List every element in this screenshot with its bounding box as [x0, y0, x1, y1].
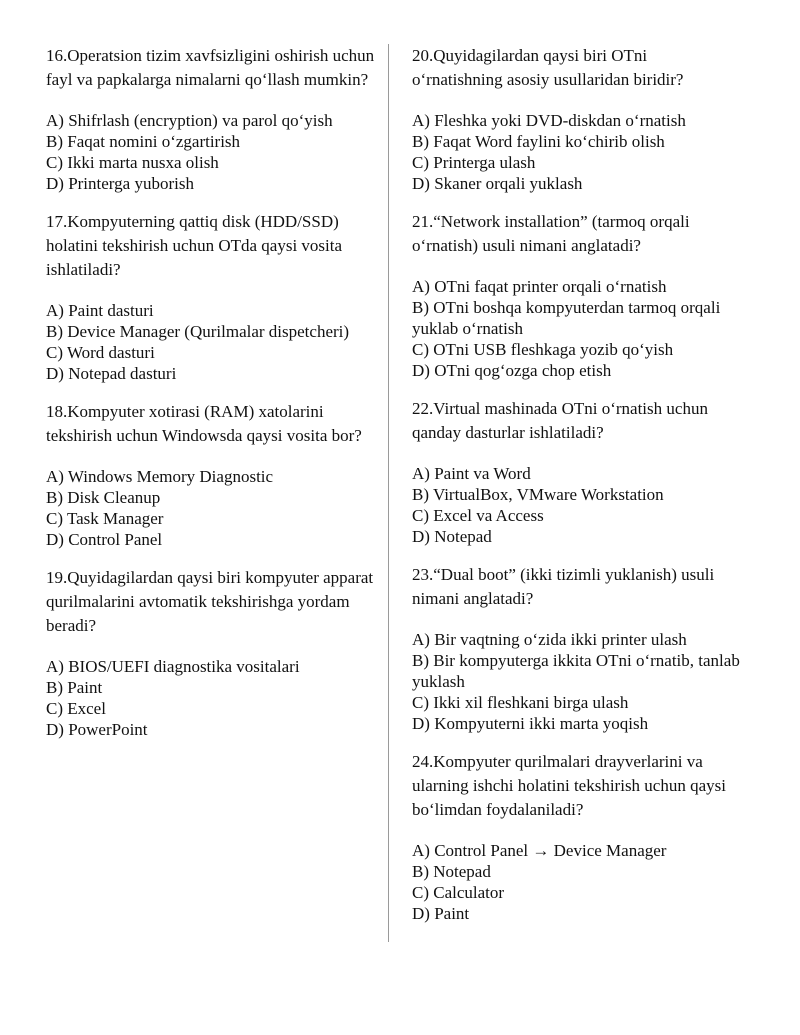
answer-option: A) Paint dasturi — [46, 301, 154, 320]
question-prompt: Kompyuter qurilmalari drayverlarini va ularning ishchi holatini tekshirish uchun qaysi bo‘limdan foydalaniladi? — [412, 752, 726, 819]
answer-option: C) Ikki marta nusxa olish — [46, 153, 219, 172]
column-divider — [388, 44, 389, 942]
answer-option: D) Notepad — [412, 527, 492, 546]
answer-option: A) Windows Memory Diagnostic — [46, 467, 274, 486]
right-column — [412, 44, 742, 940]
question-number: 24. — [412, 752, 434, 771]
answer-option: D) Printerga yuborish — [46, 174, 194, 193]
answer-option: B) VirtualBox, VMware Workstation — [412, 485, 664, 504]
answer-option: B) Device Manager (Qurilmalar dispetcheri) — [46, 322, 350, 341]
answer-option: B) Disk Cleanup — [46, 488, 161, 507]
question-block — [412, 210, 742, 381]
answer-option: D) Paint — [412, 904, 470, 923]
question-number: 23. — [412, 565, 434, 584]
question-prompt: “Dual boot” (ikki tizimli yuklanish) usuli nimani anglatadi? — [412, 565, 715, 608]
answer-option: A) Fleshka yoki DVD-diskdan o‘rnatish — [412, 111, 686, 130]
question-prompt: Operatsion tizim xavfsizligini oshirish uchun fayl va papkalarga nimalarni qo‘llash mumkin? — [46, 46, 375, 89]
question-number: 21. — [412, 212, 434, 231]
answer-option: D) Skaner orqali yuklash — [412, 174, 583, 193]
answer-option: B) Notepad — [412, 862, 491, 881]
answer-option: D) Control Panel — [46, 530, 163, 549]
question-prompt: Kompyuter xotirasi (RAM) xatolarini tekshirish uchun Windowsda qaysi vosita bor? — [46, 402, 362, 445]
question-text — [412, 750, 742, 822]
answer-option: A) Shifrlash (encryption) va parol qo‘yish — [46, 111, 333, 130]
question-number: 18. — [46, 402, 68, 421]
question-text — [412, 397, 742, 445]
answer-option: C) Task Manager — [46, 509, 164, 528]
answer-option: A) Paint va Word — [412, 464, 531, 483]
question-prompt: Quyidagilardan qaysi biri OTni o‘rnatishning asosiy usullaridan biridir? — [412, 46, 684, 89]
question-text — [412, 210, 742, 258]
question-block — [412, 750, 742, 924]
answer-option: C) Excel — [46, 699, 106, 718]
answer-option: B) Bir kompyuterga ikkita OTni o‘rnatib, tanlab yuklash — [412, 651, 740, 691]
question-number: 16. — [46, 46, 68, 65]
question-prompt: “Network installation” (tarmoq orqali o‘rnatish) usuli nimani anglatadi? — [412, 212, 690, 255]
question-text — [46, 566, 376, 638]
question-text — [412, 563, 742, 611]
question-text — [46, 44, 376, 92]
question-block — [412, 563, 742, 734]
question-block — [412, 44, 742, 194]
answer-option: C) OTni USB fleshkaga yozib qo‘yish — [412, 340, 674, 359]
question-number: 17. — [46, 212, 68, 231]
answer-option: A) OTni faqat printer orqali o‘rnatish — [412, 277, 667, 296]
answer-option: C) Calculator — [412, 883, 505, 902]
answer-option: C) Ikki xil fleshkani birga ulash — [412, 693, 629, 712]
answer-option: B) Faqat Word faylini ko‘chirib olish — [412, 132, 665, 151]
answer-option: C) Word dasturi — [46, 343, 155, 362]
question-block — [412, 397, 742, 547]
answer-option: A) Bir vaqtning o‘zida ikki printer ulash — [412, 630, 687, 649]
answer-option: D) OTni qog‘ozga chop etish — [412, 361, 612, 380]
answer-option: A) Control Panel → Device Manager — [412, 841, 667, 860]
question-text — [46, 210, 376, 282]
question-number: 19. — [46, 568, 68, 587]
answer-option: B) Faqat nomini o‘zgartirish — [46, 132, 241, 151]
question-block — [46, 400, 376, 550]
question-text — [46, 400, 376, 448]
answer-option: C) Printerga ulash — [412, 153, 536, 172]
answer-option: D) PowerPoint — [46, 720, 148, 739]
question-number: 22. — [412, 399, 434, 418]
question-text — [412, 44, 742, 92]
answer-option: D) Kompyuterni ikki marta yoqish — [412, 714, 649, 733]
question-prompt: Kompyuterning qattiq disk (HDD/SSD) holatini tekshirish uchun OTda qaysi vosita ishlatiladi? — [46, 212, 343, 279]
answer-option: A) BIOS/UEFI diagnostika vositalari — [46, 657, 300, 676]
question-block — [46, 44, 376, 194]
question-prompt: Virtual mashinada OTni o‘rnatish uchun qanday dasturlar ishlatiladi? — [412, 399, 708, 442]
answer-option: B) OTni boshqa kompyuterdan tarmoq orqali yuklab o‘rnatish — [412, 298, 721, 338]
left-column — [46, 44, 376, 756]
answer-option: D) Notepad dasturi — [46, 364, 177, 383]
question-prompt: Quyidagilardan qaysi biri kompyuter apparat qurilmalarini avtomatik tekshirishga yordam beradi? — [46, 568, 374, 635]
question-block — [46, 210, 376, 384]
question-number: 20. — [412, 46, 434, 65]
answer-option: B) Paint — [46, 678, 103, 697]
question-block — [46, 566, 376, 740]
answer-option: C) Excel va Access — [412, 506, 544, 525]
